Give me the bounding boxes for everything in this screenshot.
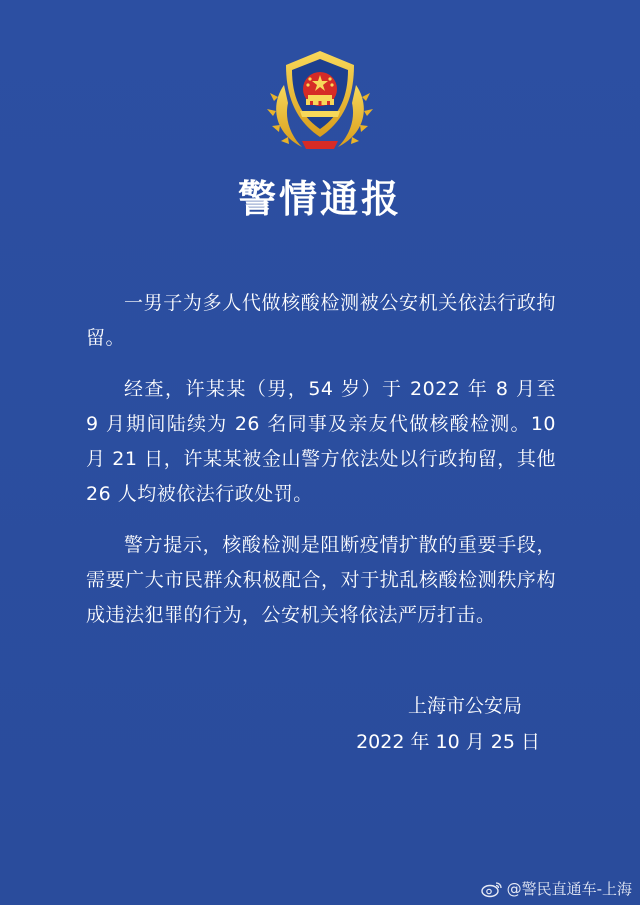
- signature-block: [330, 690, 560, 758]
- notice-title: 警情通报: [237, 177, 402, 221]
- paragraph-warning: 警方提示，核酸检测是阻断疫情扩散的重要手段，需要广大市民群众积极配合，对于扰乱核酸检测秩序构成违法犯罪的行为，公安机关将依法严厉打击。: [86, 534, 556, 626]
- paragraph-summary: 一男子为多人代做核酸检测被公安机关依法行政拘留。: [86, 292, 556, 349]
- weibo-icon: [481, 880, 503, 898]
- issuing-organization: 上海市公安局: [407, 695, 522, 717]
- paragraph-investigation: 经查，许某某（男，54 岁）于 2022 年 8 月至 9 月期间陆续为 26 名同事及亲友代做核酸检测。10 月 21 日，许某某被金山警方依法处以行政拘留，其他 26 人均被依法行政处罚。: [86, 378, 556, 505]
- notice-body: [86, 286, 556, 649]
- watermark-text: @警民直通车-上海: [506, 880, 632, 898]
- weibo-watermark: [481, 878, 632, 899]
- issue-date: 2022 年 10 月 25 日: [356, 731, 540, 753]
- police-emblem-icon: [262, 45, 378, 157]
